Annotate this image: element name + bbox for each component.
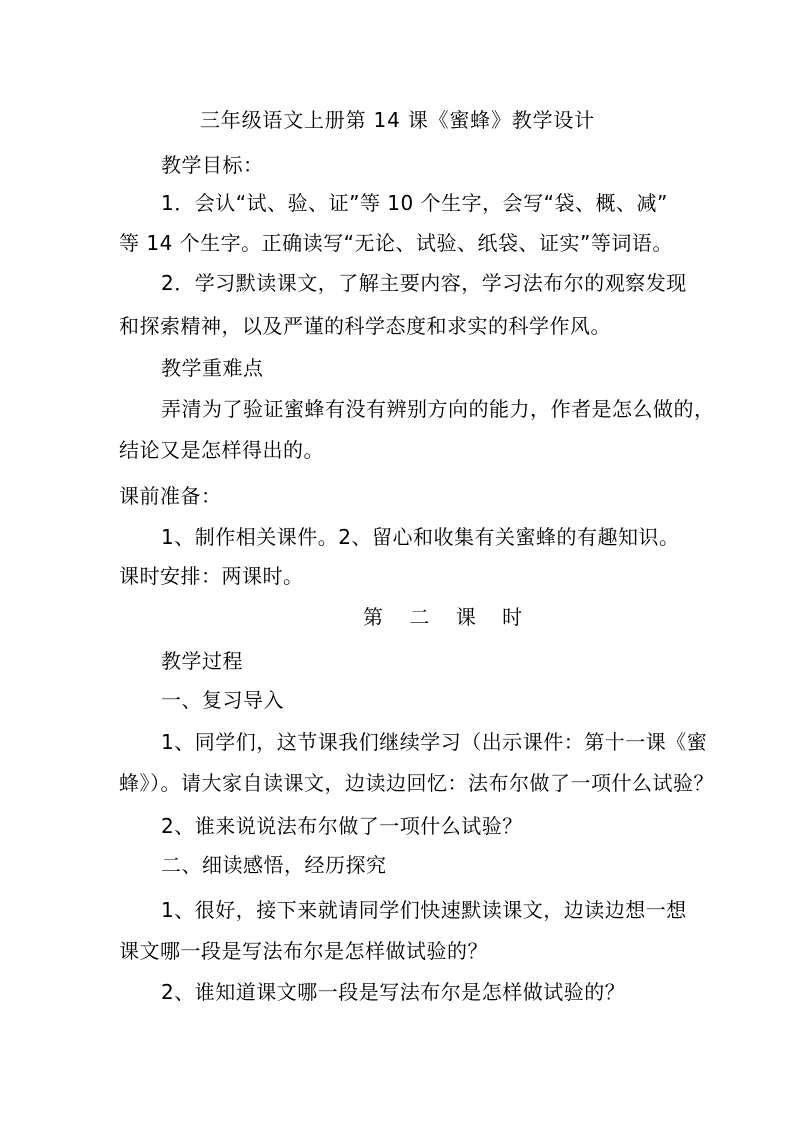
section-2-heading: 二、细读感悟，经历探究 [161, 853, 387, 877]
lesson-title: 第 二 课 时 [363, 605, 533, 629]
section-2-item-2: 2、谁知道课文哪一段是写法布尔是怎样做试验的？ [161, 980, 626, 1004]
objectives-heading: 教学目标： [161, 153, 264, 177]
key-points-heading: 教学重难点 [161, 356, 264, 380]
preparation-heading: 课前准备： [119, 484, 222, 508]
process-heading: 教学过程 [161, 649, 243, 673]
section-1-heading: 一、复习导入 [161, 688, 284, 712]
section-1-item-1-line-2: 蜂》）。请大家自读课文，边读边回忆：法布尔做了一项什么试验？ [119, 771, 714, 795]
objective-2-line-1: 2．学习默读课文，了解主要内容，学习法布尔的观察发现 [161, 271, 687, 295]
section-1-item-2: 2、谁来说说法布尔做了一项什么试验？ [161, 814, 523, 838]
document-title: 三年级语文上册第 14 课《蜜蜂》教学设计 [200, 108, 595, 132]
schedule: 课时安排：两课时。 [119, 564, 304, 588]
section-2-item-1-line-2: 课文哪一段是写法布尔是怎样做试验的？ [119, 939, 488, 963]
objective-1-line-2: 等 14 个生字。正确读写“无论、试验、纸袋、证实”等词语。 [119, 231, 673, 255]
objective-1-line-1: 1．会认“试、验、证”等 10 个生字，会写“袋、概、减” [161, 191, 668, 215]
key-points-line-2: 结论又是怎样得出的。 [119, 438, 324, 462]
section-1-item-1-line-1: 1、同学们，这节课我们继续学习（出示课件：第十一课《蜜 [161, 730, 708, 754]
preparation-content: 1、制作相关课件。2、留心和收集有关蜜蜂的有趣知识。 [161, 525, 680, 549]
section-2-item-1-line-1: 1、很好，接下来就请同学们快速默读课文，边读边想一想 [161, 898, 687, 922]
objective-2-line-2: 和探索精神，以及严谨的科学态度和求实的科学作风。 [119, 314, 611, 338]
key-points-line-1: 弄清为了验证蜜蜂有没有辨别方向的能力，作者是怎么做的， [161, 397, 715, 421]
